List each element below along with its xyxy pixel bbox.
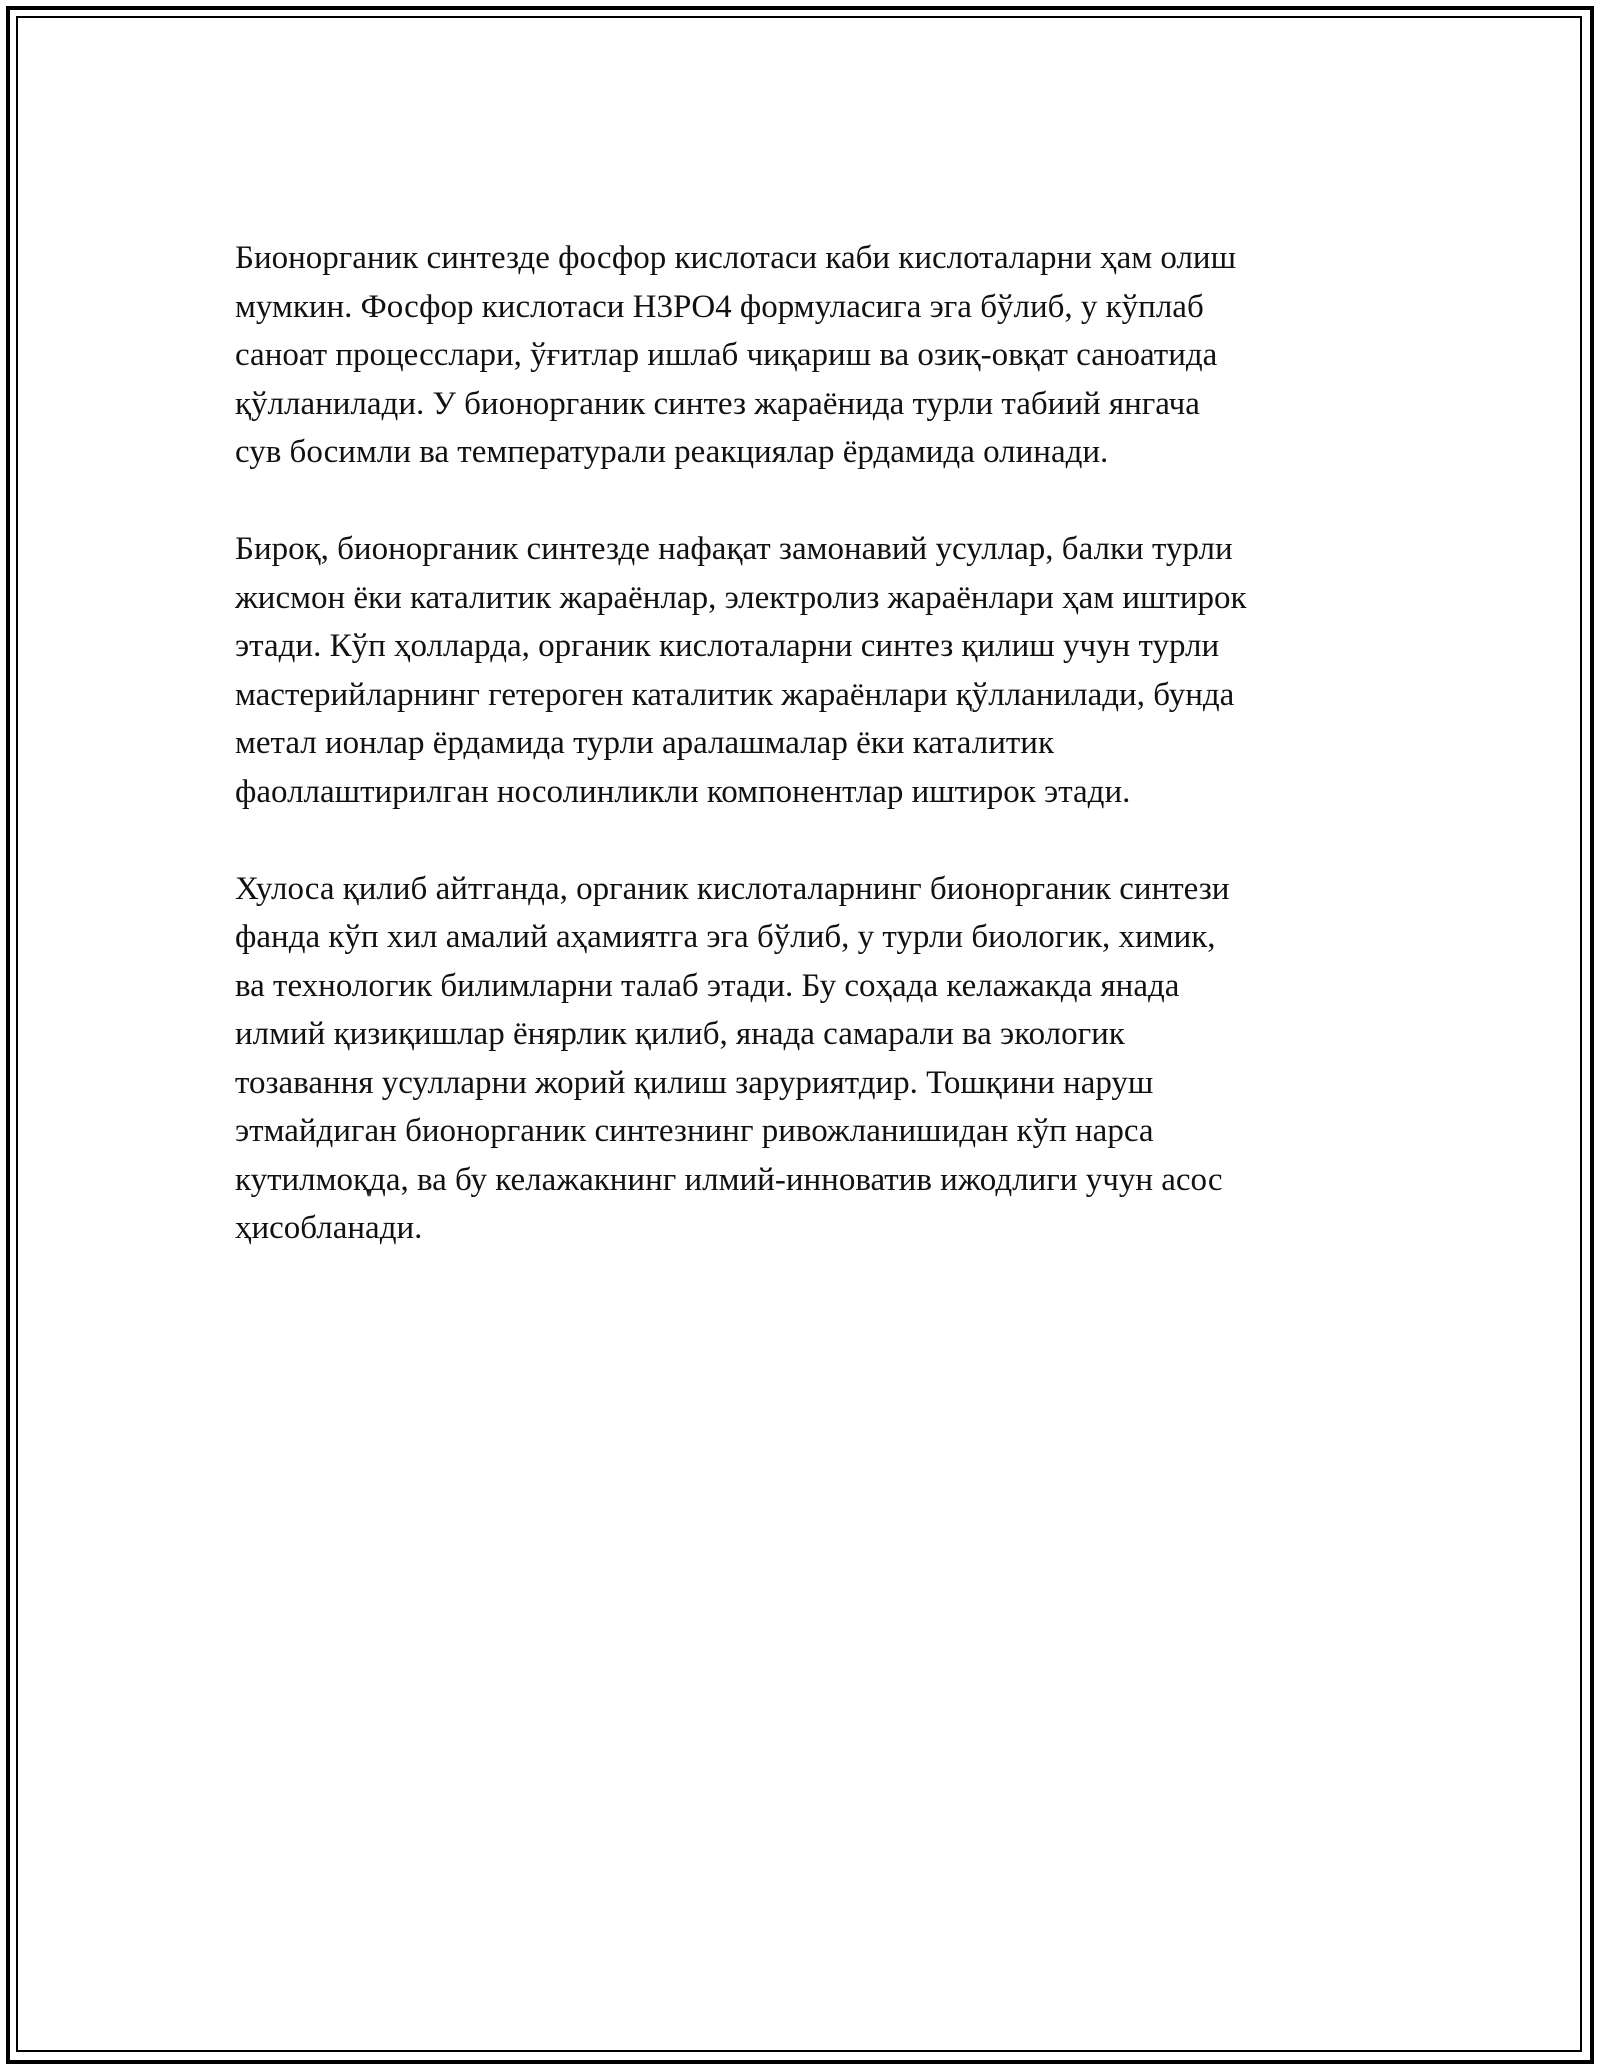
text-line: мумкин. Фосфор кислотаси H3PO4 формуласига эга бўлиб, у кўплаб bbox=[235, 288, 1204, 325]
document-body bbox=[235, 234, 1385, 1301]
paragraph-1 bbox=[235, 234, 1385, 477]
text-line: илмий қизиқишлар ёнярлик қилиб, янада самарали ва экологик bbox=[235, 1016, 1125, 1052]
text-line: жисмон ёки каталитик жараёнлар, электролиз жараёнлари ҳам иштирок bbox=[235, 579, 1247, 616]
text-line: сув босимли ва температурали реакциялар ёрдамида олинади. bbox=[235, 434, 1109, 470]
text-line: Бионорганик синтезде фосфор кислотаси каби кислоталарни ҳам олиш bbox=[235, 240, 1236, 276]
text-line: этмайдиган бионорганик синтезнинг ривожланишидан кўп нарса bbox=[235, 1113, 1154, 1149]
text-line: фанда кўп хил амалий аҳамиятга эга бўлиб, у турли биологик, химик, bbox=[235, 919, 1216, 955]
text-line: фаоллаштирилган носолинликли компонентлар иштирок этади. bbox=[235, 773, 1131, 810]
text-line: метал ионлар ёрдамида турли аралашмалар ёки каталитик bbox=[235, 725, 1054, 761]
text-line: ва технологик билимларни талаб этади. Бу соҳада келажакда янада bbox=[235, 967, 1180, 1004]
text-line: тозавання усулларни жорий қилиш заруриятдир. Тошқини наруш bbox=[235, 1064, 1154, 1101]
text-line: ҳисобланади. bbox=[235, 1210, 423, 1246]
paragraph-3 bbox=[235, 865, 1385, 1253]
text-line: саноат процесслари, ўғитлар ишлаб чиқариш ва озиқ-овқат саноатида bbox=[235, 337, 1218, 373]
text-line: Хулоса қилиб айтганда, органик кислоталарнинг бионорганик синтези bbox=[235, 870, 1230, 907]
text-line: мастерийларнинг гетероген каталитик жараёнлари қўлланилади, бунда bbox=[235, 676, 1235, 713]
paragraph-2 bbox=[235, 525, 1385, 816]
text-line: кутилмоқда, ва бу келажакнинг илмий-инноватив ижодлиги учун асос bbox=[235, 1161, 1223, 1198]
text-line: Бироқ, бионорганик синтезде нафақат замонавий усуллар, балки турли bbox=[235, 531, 1233, 567]
text-line: этади. Кўп ҳолларда, органик кислоталарни синтез қилиш учун турли bbox=[235, 628, 1220, 664]
text-line: қўлланилади. У бионорганик синтез жараёнида турли табиий янгача bbox=[235, 385, 1200, 422]
